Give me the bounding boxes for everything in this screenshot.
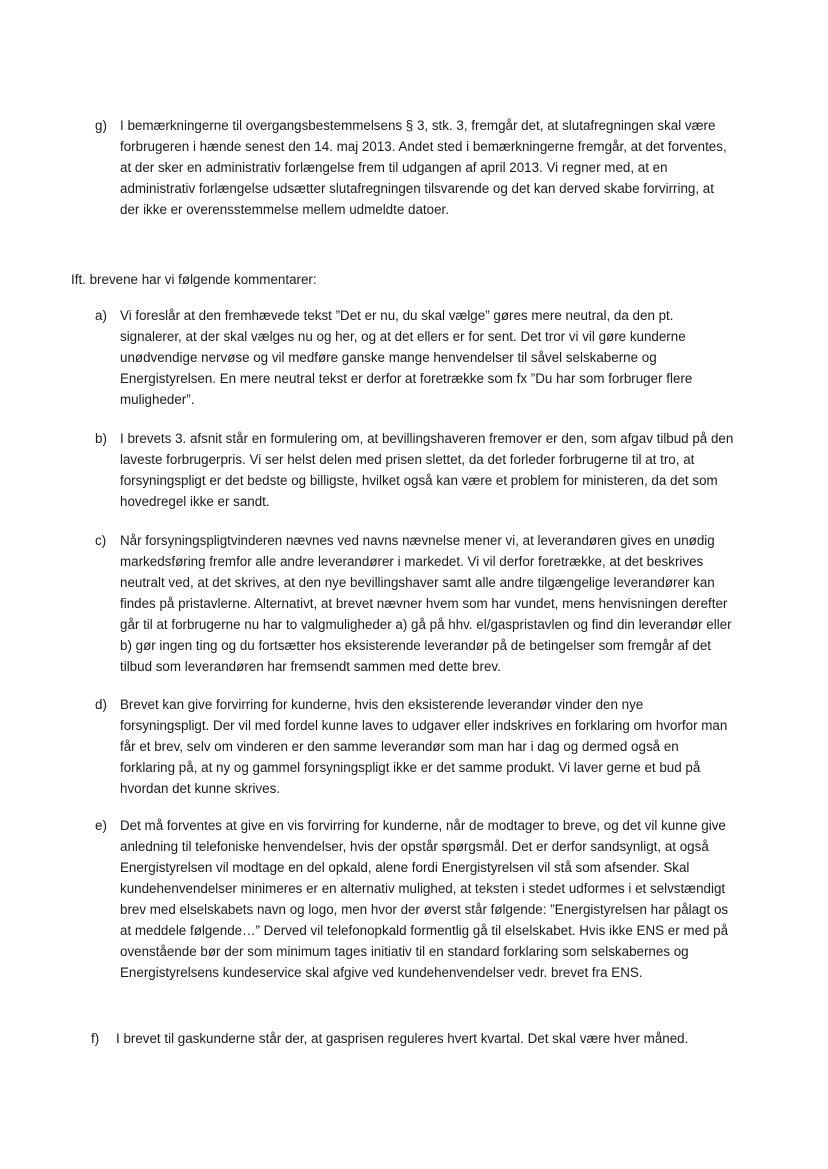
list-item-text: I bemærkningerne til overgangsbestemmelsens § 3, stk. 3, fremgår det, at slutafregningen skal være forbrugeren i hænde senest den 14. maj 2013. Andet sted i bemærkningerne fremgår, at det forventes, at der sker en administrativ forlængelse frem til udgangen af april 2013. Vi regner med, at en administrativ forlængelse udsætter slutafregningen tilsvarende og det kan derved skabe forvirring, at der ikke er overensstemmelse mellem udmeldte datoer. [120,118,727,217]
list-marker: b) [95,431,107,446]
list-item-text: Brevet kan give forvirring for kunderne, hvis den eksisterende leverandør vinder den nye forsyningspligt. Der vil med fordel kunne laves to udgaver eller indskrives en forklaring om hvorfor man får et brev, selv om vinderen er den samme leverandør som man har i dag og dermed også en forklaring på, at ny og gammel forsyningspligt ikke er det samme produkt. Vi laver gerne et bud på hvordan det kunne skrives. [120,697,728,796]
list-marker: f) [91,1031,100,1046]
list-marker: a) [95,308,107,323]
list-item-text: I brevets 3. afsnit står en formulering om, at bevillingshaveren fremover er den, som afgav tilbud på den laveste forbrugerpris. Vi ser helst delen med prisen slettet, da det forleder forbrugerne til at tro, at forsyningspligt er det bedste og billigste, hvilket også kan være et problem for ministeren, da det som hovedregel ikke er sandt. [120,431,734,509]
list-marker: g) [95,118,107,133]
list-marker: d) [95,697,107,712]
list-item-text: I brevet til gaskunderne står der, at gasprisen reguleres hvert kvartal. Det skal være hver måned. [116,1031,689,1046]
list-marker: c) [95,533,107,548]
list-item-text: Det må forventes at give en vis forvirring for kunderne, når de modtager to breve, og det vil kunne give anledning til telefoniske henvendelser, hvis der opstår spørgsmål. Det er derfor sandsynligt, at også Energistyrelsen vil modtage en del opkald, alene fordi Energistyrelsen vil stå som afsender. Skal kundehenvendelser minimeres er en alternativ mulighed, at teksten i stedet udformes i et selvstændigt brev med elselskabets navn og logo, men hvor der øverst står følgende: ”Energistyrelsen har pålagt os at meddele følgende…” Derved vil telefonopkald formentlig gå til elselskabet. Hvis ikke ENS er med på ovenstående bør der som minimum tages initiativ til en standard forklaring som selskabernes og Energistyrelsens kundeservice skal afgive ved kundehenvendelser vedr. brevet fra ENS. [120,818,729,980]
list-item-text: Vi foreslår at den fremhævede tekst ”Det er nu, du skal vælge” gøres mere neutral, da den pt. signalerer, at der skal vælges nu og her, og at det ellers er for sent. Det tror vi vil gøre kunderne unødvendige nervøse og vil medføre ganske mange henvendelser til såvel selskaberne og Energistyrelsen. En mere neutral tekst er derfor at foretrække som fx ”Du har som forbruger flere muligheder”. [120,308,693,407]
section-intro: Ift. brevene har vi følgende kommentarer: [71,272,317,287]
list-item-text: Når forsyningspligtvinderen nævnes ved navns nævnelse mener vi, at leverandøren gives en unødig markedsføring fremfor alle andre leverandører i markedet. Vi vil derfor foretrække, at det beskrives neutralt ved, at det skrives, at den nye bevillingshaver samt alle andre tilgængelige leverandører kan findes på pristavlerne. Alternativt, at brevet nævner hvem som har vundet, mens henvisningen derefter går til at forbrugerne nu har to valgmuligheder a) gå på hhv. el/gaspristavlen og find din leverandør eller b) gør ingen ting og du fortsætter hos eksisterende leverandør på de betingelser som fremgår af det tilbud som leverandøren har fremsendt sammen med dette brev. [120,533,732,674]
list-marker: e) [95,818,107,833]
